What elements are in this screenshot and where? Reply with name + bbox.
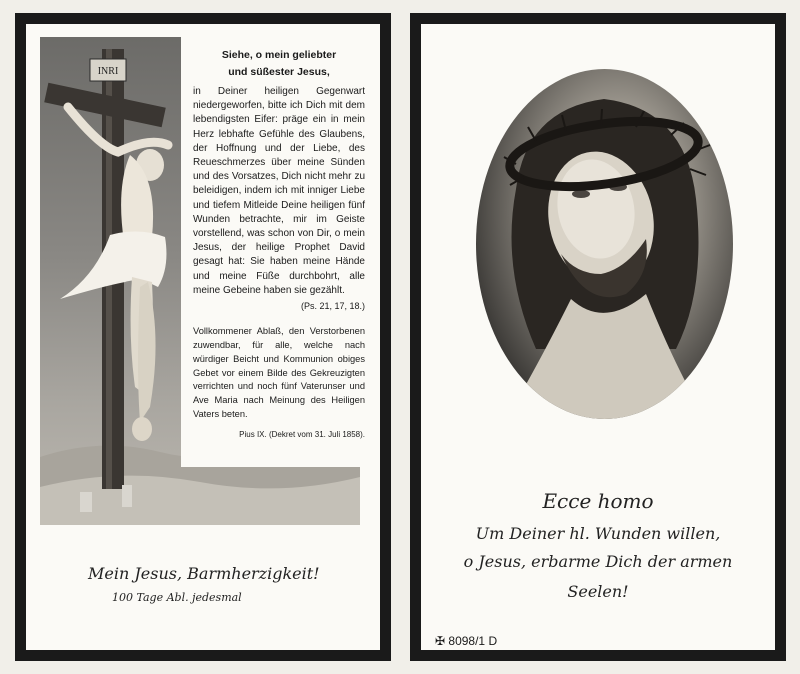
verse-line-3: Seelen! (567, 582, 629, 601)
prayer-title-line2: und süßester Jesus, (228, 66, 330, 78)
indulgence-days-caption: 100 Tage Abl. jedesmal (112, 591, 242, 604)
decree-text: Pius IX. (Dekret vom 31. Juli 1858). (239, 429, 365, 439)
print-code-text: 8098/1 D (448, 634, 498, 648)
psalm-reference: (Ps. 21, 17, 18.) (300, 301, 365, 312)
mercy-caption: Mein Jesus, Barmherzigkeit! (88, 564, 320, 583)
publisher-mark-icon: ✠ (435, 634, 446, 648)
indulgence-text: Vollkommener Ablaß, den Verstorbenen zuwendbar, für alle, welche nach würdiger Beicht und Kommunion obiges Gebet vor einem Bilde des Gekreuzigten verrichten und noch fünf Vaterunser und Ave Maria nach Meinung des Heiligen Vaters beten. (193, 326, 365, 420)
prayer-title-line1: Siehe, o mein geliebter (221, 49, 337, 61)
ecce-homo-portrait (476, 69, 733, 419)
verse-line-2: o Jesus, erbarme Dich der armen (463, 552, 733, 571)
prayer-body (193, 85, 365, 313)
ecce-homo-title: Ecce homo (542, 489, 654, 513)
left-card-panel (15, 13, 391, 661)
prayer-body-text: in Deiner heiligen Gegenwart niedergeworfen, bitte ich Dich mit dem lebendigsten Eifer: präge ein in mein Herz lebhafte Gefühle des Glaubens, der Hoffnung und der Liebe, des Reueschmerzes über meine Sünden und des Vorsatzes, Dich nicht mehr zu beleidigen, indem ich mit inniger Liebe und tiefem Mitleide Deine heiligen fünf Wunden betrachte, mir im Geiste vorstellend, was schon von Dir, o mein Jesus, der heilige Prophet David gesagt hat: Sie haben meine Hände und meine Füße durchbohrt, alle meine Gebeine haben sie gezählt. (193, 86, 365, 296)
prayer-text-box (181, 37, 375, 467)
ecce-homo-illustration (476, 69, 733, 419)
right-card-panel (410, 13, 786, 661)
print-code (435, 634, 497, 648)
inri-inscription: INRI (97, 66, 119, 77)
verse-line-1: Um Deiner hl. Wunden willen, (475, 524, 721, 543)
